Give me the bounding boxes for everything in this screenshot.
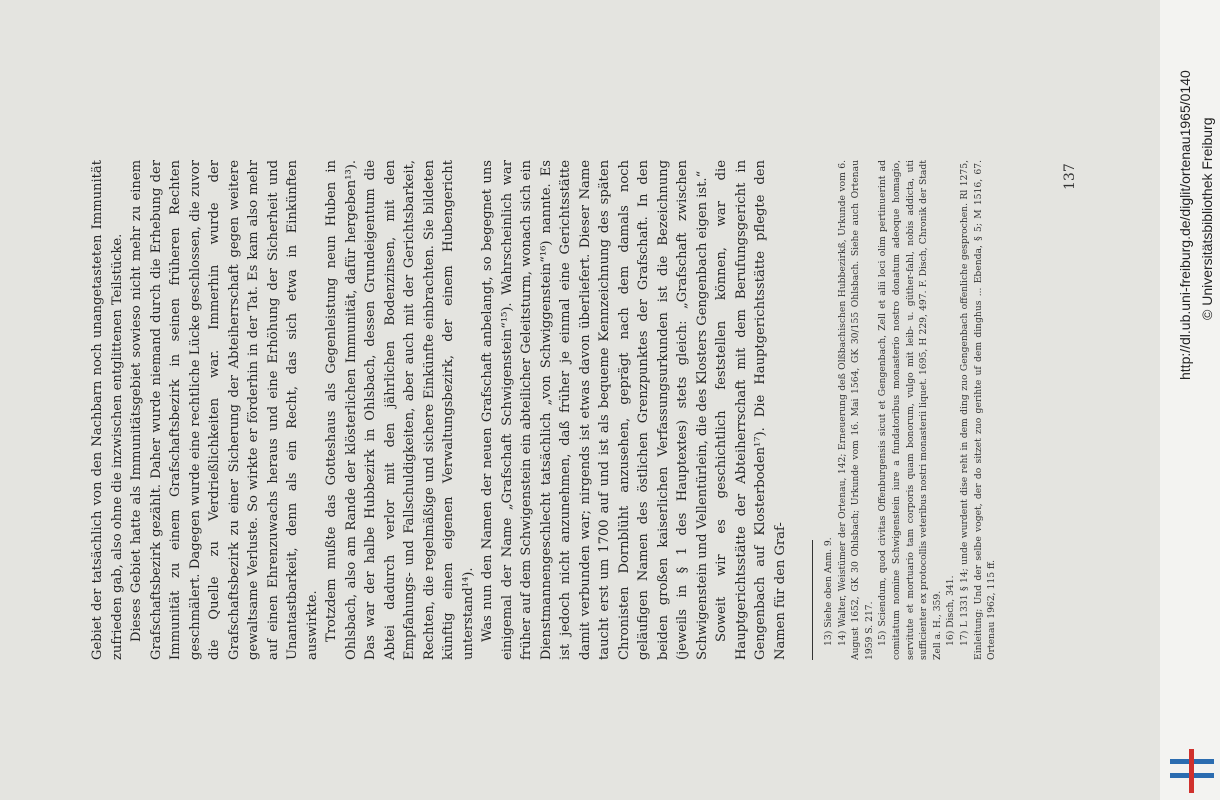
footnote-17: 17) L 1331 § 14; unde wurdent dise reht in dem ding zuo Gengenbach offenliche gesprochen. Rl 1275, Einleitung; Und der selbe voget, der do sitzet zuo gerihte uf dem dinghus ... Ebenda, § 5; M 1516, 67. Ortenau 1962, 115 ff.	[958, 160, 998, 660]
paragraph-1: Gebiet der tatsächlich von den Nachbarn noch unangetasteten Immunität zufrieden gab, also ohne die inzwischen entglittenen Teilstücke.	[90, 160, 125, 660]
copyright-notice: © Universitätsbibliothek Freiburg	[1199, 117, 1215, 320]
paragraph-5: Soweit wir es geschichtlich feststellen können, war die Hauptgerichtsstätte der Abteiherrschaft mit dem Berufungsgericht in Gengenbach auf Klosterboden¹⁷). Die Hauptgerichtsstätte pflegte den Namen für den Graf-	[714, 160, 788, 660]
paragraph-2: Dieses Gebiet hatte als Immunitätsgebiet sowieso nicht mehr zu einem Grafschaftsbezirk gezählt. Daher wurde niemand durch die Erhebung der Immunität zu einem Grafschaftsbezirk in seinen früheren Rechten geschmälert. Dagegen wurde eine rechtliche Lücke geschlossen, die zuvor die Quelle zu Verdrießlichkeiten war. Immerhin wurde der Grafschaftsbezirk zu einer Sicherung der Abteiherrschaft gegen weitere gewaltsame Verluste. So wirkte er förderhin in der Tat. Es kam also mehr auf einen Ehrenzuwachs heraus und eine Erhöhung der Sicherheit und Unantastbarkeit, denn als ein Recht, das sich etwa in Einkünften auswirkte.	[129, 160, 320, 660]
paragraph-3: Trotzdem mußte das Gotteshaus als Gegenleistung neun Huben in Ohlsbach, also am Rande der klösterlichen Immunität, dafür hergeben¹³). Das war der halbe Hubbezirk in Ohlsbach, dessen Grundeigentum die Abtei dadurch verlor mit den jährlichen Bodenzinsen, mit den Empfahungs- und Fallschuldigkeiten, aber auch mit der Gerichtsbarkeit, Rechten, die regelmäßige und sichere Einkünfte einbrachten. Sie bildeten künftig einen eigenen Verwaltungsbezirk, der einem Hubengericht unterstand¹⁴).	[324, 160, 476, 660]
footnote-13: 13) Siehe oben Anm. 9.	[823, 537, 834, 646]
body-text	[88, 160, 790, 660]
university-library-logo-icon	[1170, 745, 1214, 795]
source-url-link[interactable]: http://dl.ub.uni-freiburg.de/diglit/ortenau1965/0140	[1177, 70, 1193, 380]
footnote-15: 15) Sciendum, quod civitas Offenburgensis sicut et Gengenbach, Zell et alii loci olim pertinuerint ad comitatum nomine Schwigenstein iure a fundatoribus monasterio nostro donatum adeoque homagio, servitute et mortuario tam corporis quam bonorum, vulgo mit leib- u. güther-fahl, nobis addicta, uti sufficienter ex protocollis veteribus nostri monasterii liquet. 1695, H 229, 497. F. Disch, Chronik der Stadt Zell a. H., 359.	[877, 160, 943, 660]
footnote-16: 16) Disch, 341.	[945, 575, 957, 646]
paragraph-4: Was nun den Namen der neuen Grafschaft anbelangt, so begegnet uns einigemal der Name „Grafschaft Schwigenstein“¹⁵). Wahrscheinlich war früher auf dem Schwigenstein ein abteilicher Geleitsturm, wonach sich ein Dienstmannengeschlecht tatsächlich „von Schwiggenstein“¹⁶) nannte. Es ist jedoch nicht anzunehmen, daß früher je einmal eine Gerichtsstätte damit verbunden war; nirgends ist etwas davon überliefert. Dieser Name taucht erst um 1700 auf und ist als bequeme Kennzeichnung des späten Chronisten Dornblüht anzusehen, geprägt nach dem damals noch geläufigen Namen des östlichen Grenzpunktes der Grafschaft. In den beiden großen kaiserlichen Verfassungsurkunden ist die Bezeichnung (jeweils in § 1 des Hauptextes) stets gleich: „Grafschaft zwischen Schwigenstein und Vellentürlein, die des Klosters Gengenbach eigen ist.“	[480, 160, 710, 660]
page-number: 137	[1062, 163, 1078, 190]
footnote-rule	[812, 540, 813, 660]
footnote-14: 14) Walter, Weistümer der Ortenau, 142; Erneuerung deß Olßbachischen Hubbezirkß, Urkunde vom 6. August 1652, GK 30 Ohlsbach; Urkunde vom 16. Mai 1564, GK 30/155 Ohlsbach. Siehe auch Ortenau 1959 S. 217.	[836, 160, 875, 660]
footnotes	[822, 160, 999, 660]
